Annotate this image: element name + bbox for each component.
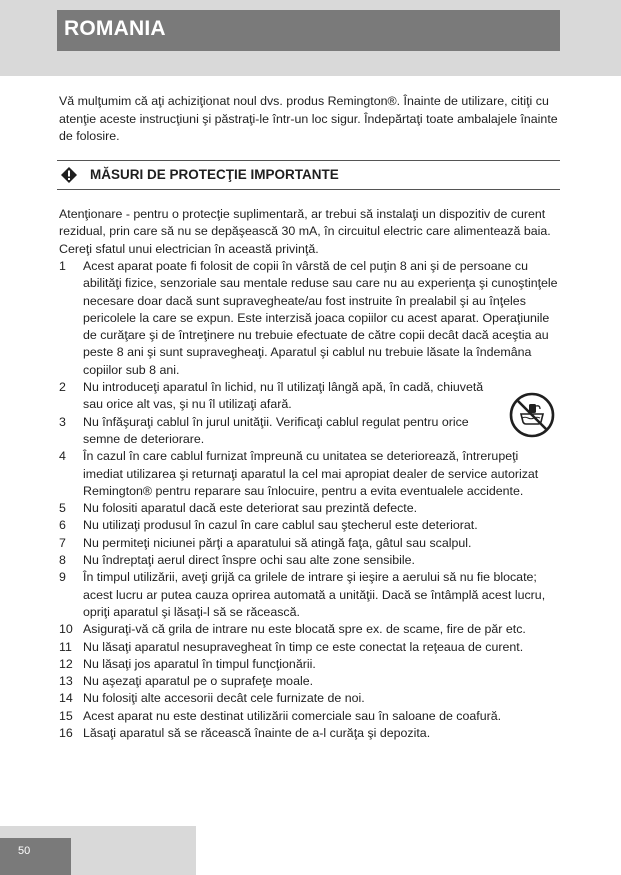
section-header (57, 160, 560, 190)
list-item (59, 414, 561, 449)
item-number: 15 (59, 708, 73, 723)
list-item (59, 673, 561, 690)
page-number: 50 (18, 845, 31, 857)
item-text: Nu utilizaţi produsul în cazul în care cablul sau ştecherul este deteriorat. (83, 518, 478, 533)
list-item (59, 569, 561, 621)
item-text: În timpul utilizării, aveţi grijă ca grilele de intrare şi ieşire a aerului să nu fie blocate; acest lucru ar putea cauza oprirea automată a unităţii. Dacă se întâmplă acest lucru, opriţi aparatul şi lăsaţi-l să se răcească. (83, 570, 546, 619)
list-item (59, 552, 561, 569)
list-item (59, 379, 561, 414)
item-text: Nu folosiţi alte accesorii decât cele furnizate de noi. (83, 691, 365, 706)
item-text: Nu introduceţi aparatul în lichid, nu îl utilizaţi lângă apă, în cadă, chiuvetă sau orice alt vas, şi nu îl utilizaţi afară. (83, 380, 484, 412)
list-item (59, 690, 561, 707)
item-text: Nu folositi aparatul dacă este deteriorat sau prezintă defecte. (83, 501, 418, 516)
item-text: Asiguraţi-vă că grila de intrare nu este blocată spre ex. de scame, fire de păr etc. (83, 622, 526, 637)
list-item (59, 725, 561, 742)
language-banner (57, 10, 560, 51)
item-text: Acest aparat nu este destinat utilizării comerciale sau în saloane de coafură. (83, 708, 502, 723)
item-text: Nu înfăşuraţi cablul în jurul unităţii. Verificaţi cablul regulat pentru orice semne de deteriorare. (83, 414, 469, 446)
list-item (59, 517, 561, 534)
warning-icon (61, 167, 77, 183)
language-title: ROMANIA (64, 17, 166, 40)
list-item (59, 621, 561, 638)
item-text: Lăsaţi aparatul să se răcească înainte de a-l curăţa şi depozita. (83, 726, 431, 741)
item-text: Nu îndreptaţi aerul direct înspre ochi sau alte zone sensibile. (83, 553, 415, 568)
item-number: 5 (59, 501, 66, 516)
item-number: 9 (59, 570, 66, 585)
list-item (59, 258, 561, 379)
item-text: Acest aparat poate fi folosit de copii în vârstă de cel puţin 8 ani şi de persoane cu abilităţi fizice, senzoriale sau mentale reduse sau care nu au experienţa şi cunoştinţele necesare doar dacă sunt supravegheate/au fost instruite în prealabil şi au înţeles pericolele la care se expun. Este interzisă joaca copiilor cu acest aparat. Operaţiunile de curăţare şi de întreţinere nu trebuie efectuate de către copii decât dacă aceştia au peste 8 ani şi sunt supravegheaţi. Aparatul şi cablul nu trebuie lăsate la îndemâna copiilor sub 8 ani. (83, 259, 558, 377)
item-number: 7 (59, 535, 66, 550)
list-item (59, 535, 561, 552)
list-item (59, 448, 561, 500)
list-item (59, 656, 561, 673)
intro-paragraph: Vă mulţumim că aţi achiziţionat noul dvs. produs Remington®. Înainte de utilizare, citiţi cu atenţie aceste instrucţiuni şi păstraţi-le într-un loc sigur. Îndepărtaţi toate ambalajele înainte de folosire. (59, 94, 558, 143)
list-item (59, 639, 561, 656)
item-text: În cazul în care cablul furnizat împreună cu unitatea se deteriorează, întrerupeţi imediat utilizarea şi returnaţi aparatul la cel mai apropiat dealer de service autorizat Remington® pentru reparare sau înlocuire, pentru a evita eventualele accidente. (83, 449, 539, 498)
item-number: 14 (59, 691, 73, 706)
section-title: MĂSURI DE PROTECŢIE IMPORTANTE (90, 167, 339, 182)
item-number: 10 (59, 622, 73, 637)
item-number: 11 (59, 639, 72, 654)
page-number-box (0, 838, 71, 875)
item-text: Nu lăsaţi jos aparatul în timpul funcţionării. (83, 656, 316, 671)
item-number: 13 (59, 674, 73, 689)
item-text: Nu aşezaţi aparatul pe o suprafeţe moale. (83, 674, 314, 689)
item-number: 1 (59, 259, 66, 273)
header-band (0, 0, 621, 76)
list-item (59, 500, 561, 517)
item-number: 8 (59, 553, 66, 568)
item-text: Nu lăsaţi aparatul nesupravegheat în timp ce este conectat la reţeaua de curent. (83, 639, 524, 654)
item-number: 12 (59, 656, 73, 671)
rcd-warning: Atenţionare - pentru o protecţie suplimentară, ar trebui să instalaţi un dispozitiv de curent rezidual, prin care să nu se depăşească 30 mA, în circuitul electric care alimentează baia. Cereţi sfatul unui electrician în această privinţă. (59, 207, 551, 256)
item-number: 2 (59, 380, 66, 395)
no-bath-water-icon (509, 392, 555, 438)
safety-list (59, 258, 561, 742)
list-item (59, 708, 561, 725)
item-number: 6 (59, 518, 66, 533)
item-number: 16 (59, 726, 73, 741)
item-number: 4 (59, 449, 66, 464)
item-number: 3 (59, 414, 66, 429)
item-text: Nu permiteţi niciunei părţi a aparatului să atingă faţa, gâtul sau scalpul. (83, 535, 472, 550)
